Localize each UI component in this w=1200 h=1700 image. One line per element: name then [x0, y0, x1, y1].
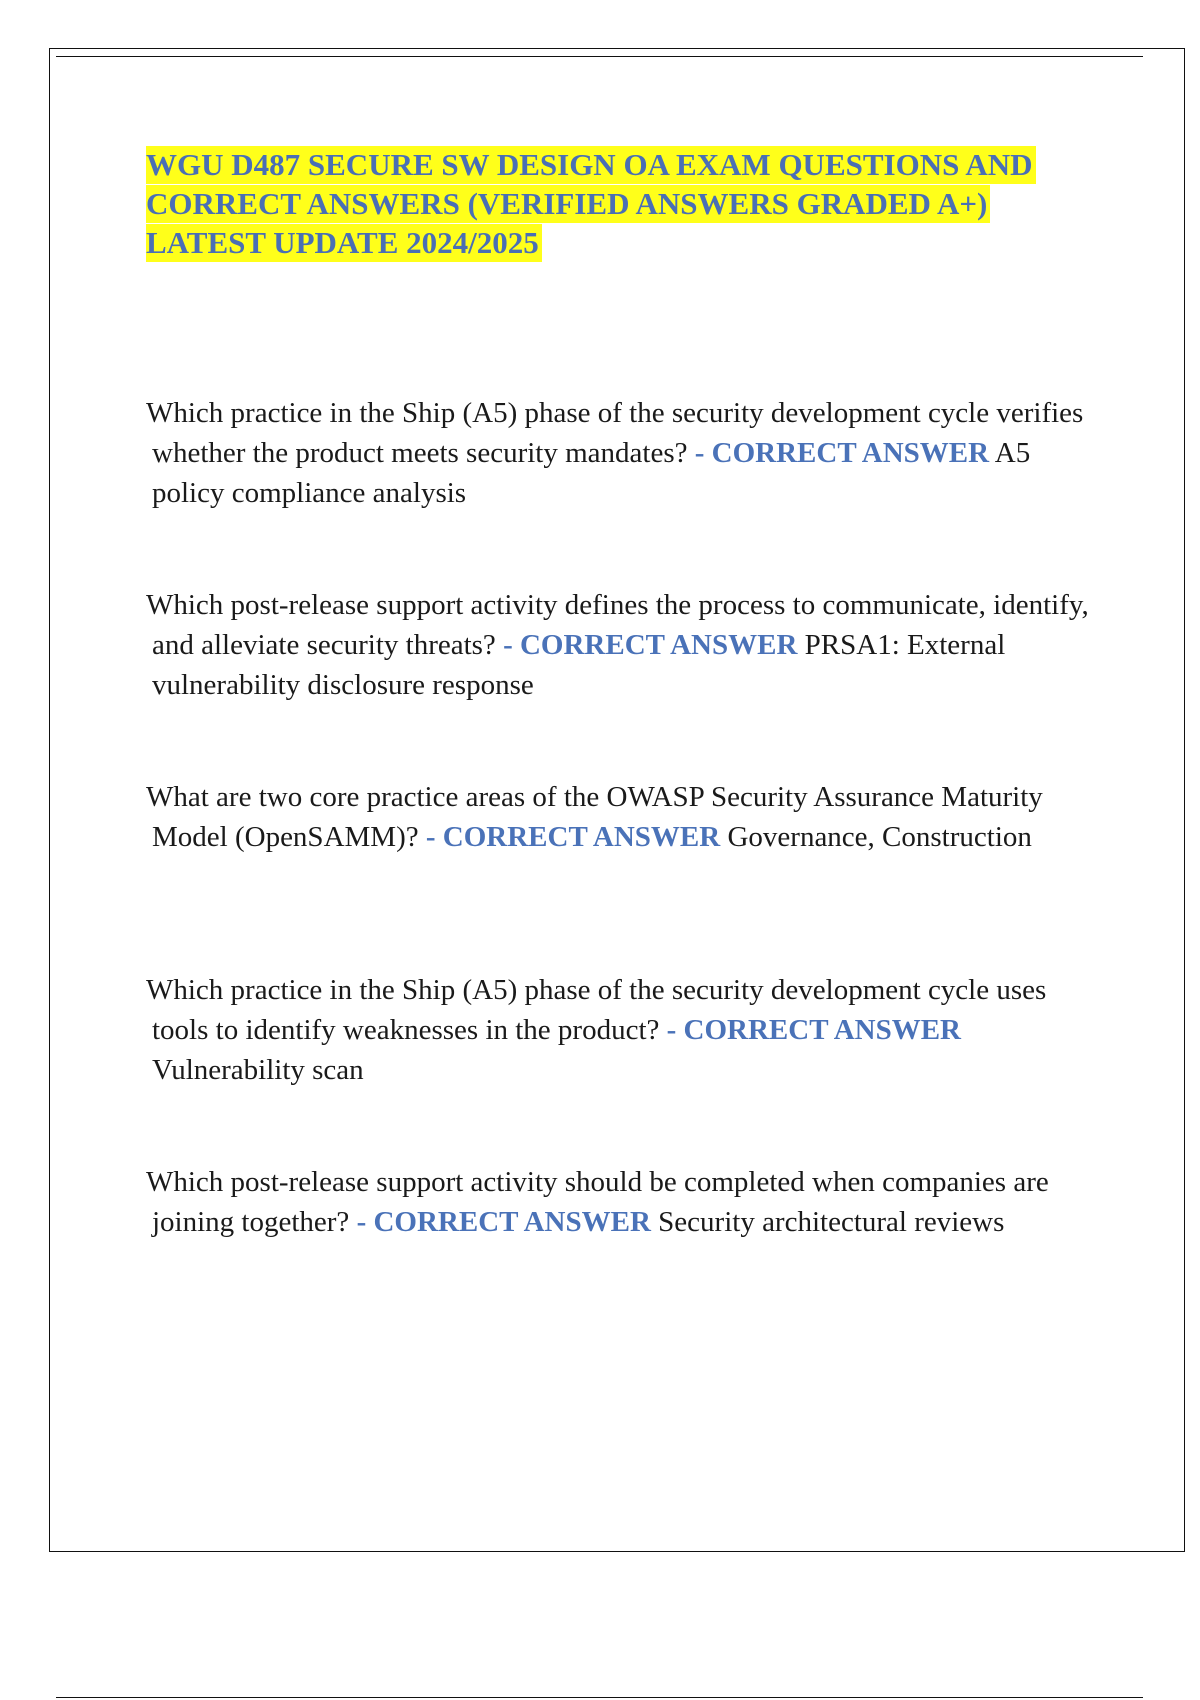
correct-answer-marker: - CORRECT ANSWER [356, 1206, 651, 1238]
qa-item-3 [146, 777, 1092, 857]
answer-text: Vulnerability scan [152, 1054, 364, 1086]
question-text: Which practice in the Ship (A5) phase of the security development cycle verifies whether the product meets security mandates? [146, 397, 1084, 469]
qa-item-4 [146, 970, 1092, 1090]
answer-text: A5 policy compliance analysis [152, 437, 1031, 509]
answer-text: Governance, Construction [727, 821, 1032, 853]
answer-text: Security architectural reviews [658, 1206, 1005, 1238]
question-text: Which post-release support activity defines the process to communicate, identify, and alleviate security threats? [146, 589, 1089, 661]
question-text: Which post-release support activity should be completed when companies are joining together? [146, 1166, 1049, 1238]
title-line-2: CORRECT ANSWERS (VERIFIED ANSWERS GRADED A+) [146, 185, 990, 223]
question-text: Which practice in the Ship (A5) phase of the security development cycle uses tools to identify weaknesses in the product? [146, 974, 1047, 1046]
qa-item-5 [146, 1162, 1092, 1242]
correct-answer-marker: - CORRECT ANSWER [694, 437, 990, 469]
correct-answer-marker: - CORRECT ANSWER [666, 1014, 961, 1046]
answer-text: PRSA1: External vulnerability disclosure response [152, 629, 1006, 701]
correct-answer-marker: - CORRECT ANSWER [425, 821, 721, 853]
document-title [146, 145, 1086, 262]
title-line-3: LATEST UPDATE 2024/2025 [146, 224, 542, 262]
question-text: What are two core practice areas of the OWASP Security Assurance Maturity Model (OpenSAMM)? [146, 781, 1043, 853]
title-line-1: WGU D487 SECURE SW DESIGN OA EXAM QUESTIONS AND [146, 146, 1036, 184]
qa-item-2 [146, 585, 1092, 705]
qa-item-1 [146, 393, 1092, 513]
bottom-rule [56, 1697, 1143, 1698]
correct-answer-marker: - CORRECT ANSWER [503, 629, 798, 661]
